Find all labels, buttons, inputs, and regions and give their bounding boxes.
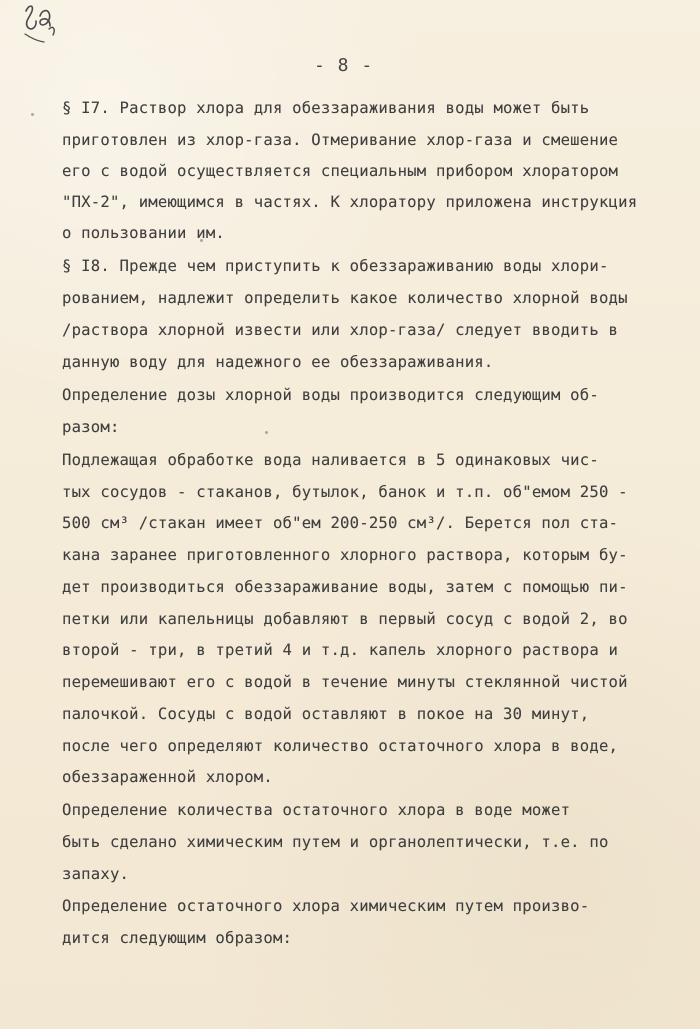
procedure-line-5: дет производиться обеззараживание воды, затем с помощью пи- xyxy=(62,578,628,596)
paragraph-18-line-4: данную воду для надежного ее обеззараживания. xyxy=(62,353,494,371)
procedure-line-3: 500 см³ /стакан имеет об"ем 200-250 см³/. Берется пол ста- xyxy=(62,514,619,532)
paragraph-17-line-5: о пользовании им. xyxy=(62,224,225,242)
paper-speck xyxy=(31,113,34,116)
chemical-method-line-1: Определение остаточного хлора химическим путем произво- xyxy=(62,897,590,915)
paragraph-18-line-3: /раствора хлорной извести или хлор-газа/ следует вводить в xyxy=(62,321,619,339)
dose-determination-line-2: разом: xyxy=(62,418,120,436)
paper-speck xyxy=(444,678,447,681)
residual-chlorine-line-3: запаху. xyxy=(62,865,130,883)
residual-chlorine-line-2: быть сделано химическим путем и органолептически, т.е. по xyxy=(62,833,609,851)
procedure-line-6: петки или капельницы добавляют в первый сосуд с водой 2, во xyxy=(62,610,628,628)
procedure-line-1: Подлежащая обработке вода наливается в 5 одинаковых чис- xyxy=(62,451,599,469)
residual-chlorine-line-1: Определение количества остаточного хлора в воде может xyxy=(62,801,571,819)
paragraph-18-line-2: рованием, надлежит определить какое количество хлорной воды xyxy=(62,289,628,307)
paragraph-17-line-4: "ПХ-2", имеющимся в частях. К хлоратору приложена инструкция xyxy=(62,193,638,211)
paragraph-18-line-1: § I8. Прежде чем приступить к обеззараживанию воды хлори- xyxy=(62,257,609,275)
paper-speck xyxy=(200,239,203,242)
page-number: - 8 - xyxy=(314,55,374,76)
paragraph-17-line-1: § I7. Раствор хлора для обеззараживания воды может быть xyxy=(62,99,590,117)
dose-determination-line-1: Определение дозы хлорной воды производится следующим об- xyxy=(62,386,599,404)
procedure-line-8: перемешивают его с водой в течение минуты стеклянной чистой xyxy=(62,673,628,691)
procedure-line-10: после чего определяют количество остаточного хлора в воде, xyxy=(62,737,619,755)
procedure-line-9: палочкой. Сосуды с водой оставляют в покое на 30 минут, xyxy=(62,705,590,723)
archive-mark xyxy=(22,3,58,61)
paragraph-17-line-2: приготовлен из хлор-газа. Отмеривание хлор-газа и смешение xyxy=(62,131,619,149)
paper-speck xyxy=(265,431,268,434)
chemical-method-line-2: дится следующим образом: xyxy=(62,929,293,947)
procedure-line-2: тых сосудов - стаканов, бутылок, банок и т.п. об"емом 250 - xyxy=(62,483,628,501)
procedure-line-7: второй - три, в третий 4 и т.д. капель хлорного раствора и xyxy=(62,641,619,659)
paragraph-17-line-3: его с водой осуществляется специальным прибором хлоратором xyxy=(62,162,619,180)
procedure-line-11: обеззараженной хлором. xyxy=(62,768,273,786)
handwritten-archive-number xyxy=(22,3,58,61)
procedure-line-4: кана заранее приготовленного хлорного раствора, которым бу- xyxy=(62,546,628,564)
